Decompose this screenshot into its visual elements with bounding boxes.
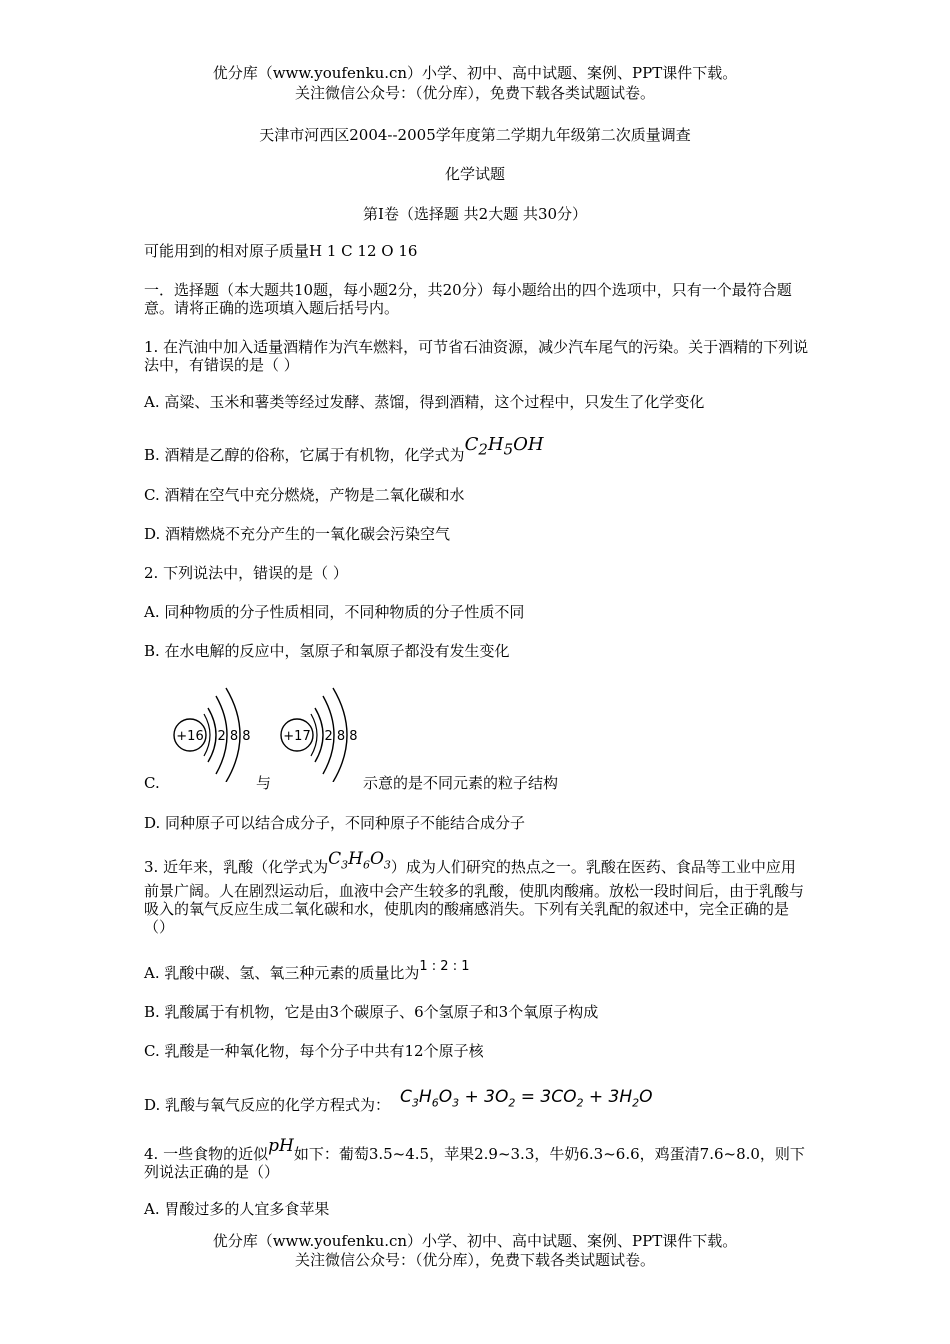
question-1-option-a: A. 高粱、玉米和薯类等经过发酵、蒸馏，得到酒精，这个过程中，只发生了化学变化 [144, 393, 705, 411]
question-1-option-d: D. 酒精燃烧不充分产生的一氧化碳会污染空气 [144, 525, 451, 543]
electron-shells: 2 8 8 [324, 729, 358, 744]
question-2-option-a: A. 同种物质的分子性质相同，不同种物质的分子性质不同 [144, 603, 525, 621]
question-3-option-d [144, 1087, 809, 1120]
volume-title: 第Ⅰ卷（选择题 共2大题 共30分） [362, 205, 588, 223]
question-4-stem-post: 如下：葡萄3.5~4.5，苹果2.9~3.3，牛奶6.3~6.6，鸡蛋清7.6~8.0，则下列说法正确的是（） [144, 1145, 805, 1181]
question-3-option-a-text: A. 乳酸中碳、氢、氧三种元素的质量比为 [144, 964, 420, 982]
reaction-equation: $C_3H_6O_3 + 3O_2 = 3CO_2 + 3H_2O$ [400, 1087, 653, 1110]
question-2-stem: 2. 下列说法中，错误的是（ ） [144, 564, 348, 582]
question-3-option-c: C. 乳酸是一种氧化物，每个分子中共有12个原子核 [144, 1042, 484, 1060]
question-3-option-b: B. 乳酸属于有机物，它是由3个碳原子、6个氢原子和3个氧原子构成 [144, 1003, 599, 1021]
atom-structure-diagram-2 [275, 682, 375, 782]
question-4-stem [144, 1136, 809, 1181]
question-2-option-d: D. 同种原子可以结合成分子，不同种原子不能结合成分子 [144, 814, 526, 832]
atom-structure-diagram-1 [168, 682, 268, 782]
question-2-option-b: B. 在水电解的反应中，氢原子和氧原子都没有发生变化 [144, 642, 510, 660]
footer-line-2: 关注微信公众号：（优分库），免费下载各类试题试卷。 [294, 1251, 655, 1269]
nucleus-charge: +16 [176, 729, 204, 744]
exam-title: 天津市河西区2004--2005学年度第二学期九年级第二次质量调查 [259, 126, 691, 144]
footer-line-1: 优分库（www.youfenku.cn）小学、初中、高中试题、案例、PPT课件下载。 [212, 1232, 738, 1250]
question-2-option-c-suffix: 示意的是不同元素的粒子结构 [363, 774, 559, 792]
question-3-stem-pre: 3. 近年来，乳酸（化学式为 [144, 858, 329, 876]
mass-ratio: 1 : 2 : 1 [419, 959, 470, 974]
ph-symbol: pH [268, 1136, 294, 1156]
question-1-stem: 1. 在汽油中加入适量酒精作为汽车燃料，可节省石油资源，减少汽车尾气的污染。关于酒精的下列说法中，有错误的是（ ） [144, 338, 809, 374]
atomic-mass-note: 可能用到的相对原子质量H 1 C 12 O 16 [144, 242, 418, 260]
question-3-stem [144, 849, 809, 937]
question-4-option-a: A. 胃酸过多的人宜多食苹果 [144, 1200, 330, 1218]
lactic-acid-formula: $C_3H_6O_3$ [328, 849, 391, 872]
question-2-option-c-prefix: C. [144, 774, 160, 792]
header-line-1: 优分库（www.youfenku.cn）小学、初中、高中试题、案例、PPT课件下载。 [212, 64, 738, 82]
subject-title: 化学试题 [444, 165, 505, 183]
question-3-stem-post: ）成为人们研究的热点之一。乳酸在医药、食品等工业中应用前景广阔。人在剧烈运动后，血液中会产生较多的乳酸，使肌肉酸痛。放松一段时间后，由于乳酸与吸入的氧气反应生成二氧化碳和水，使肌肉的酸痛感消失。下列有关乳配的叙述中，完全正确的是（） [144, 858, 805, 937]
electron-shells: 2 8 8 [217, 729, 251, 744]
ethanol-formula: $C_2H_5OH$ [464, 434, 544, 459]
nucleus-charge: +17 [283, 729, 311, 744]
question-1-option-b [144, 434, 809, 469]
question-2-option-c-and: 与 [256, 774, 272, 792]
header-line-2: 关注微信公众号：（优分库），免费下载各类试题试卷。 [294, 84, 655, 102]
question-3-option-a [144, 959, 809, 984]
question-1-option-b-text: B. 酒精是乙醇的俗称，它属于有机物，化学式为 [144, 446, 465, 464]
question-4-stem-pre: 4. 一些食物的近似 [144, 1145, 269, 1163]
question-3-option-d-text: D. 乳酸与氧气反应的化学方程式为： [144, 1096, 391, 1114]
section-1-instructions: 一．选择题（本大题共10题，每小题2分，共20分）每小题给出的四个选项中，只有一个最符合题意。请将正确的选项填入题后括号内。 [144, 281, 792, 317]
question-1-option-c: C. 酒精在空气中充分燃烧，产物是二氧化碳和水 [144, 486, 465, 504]
